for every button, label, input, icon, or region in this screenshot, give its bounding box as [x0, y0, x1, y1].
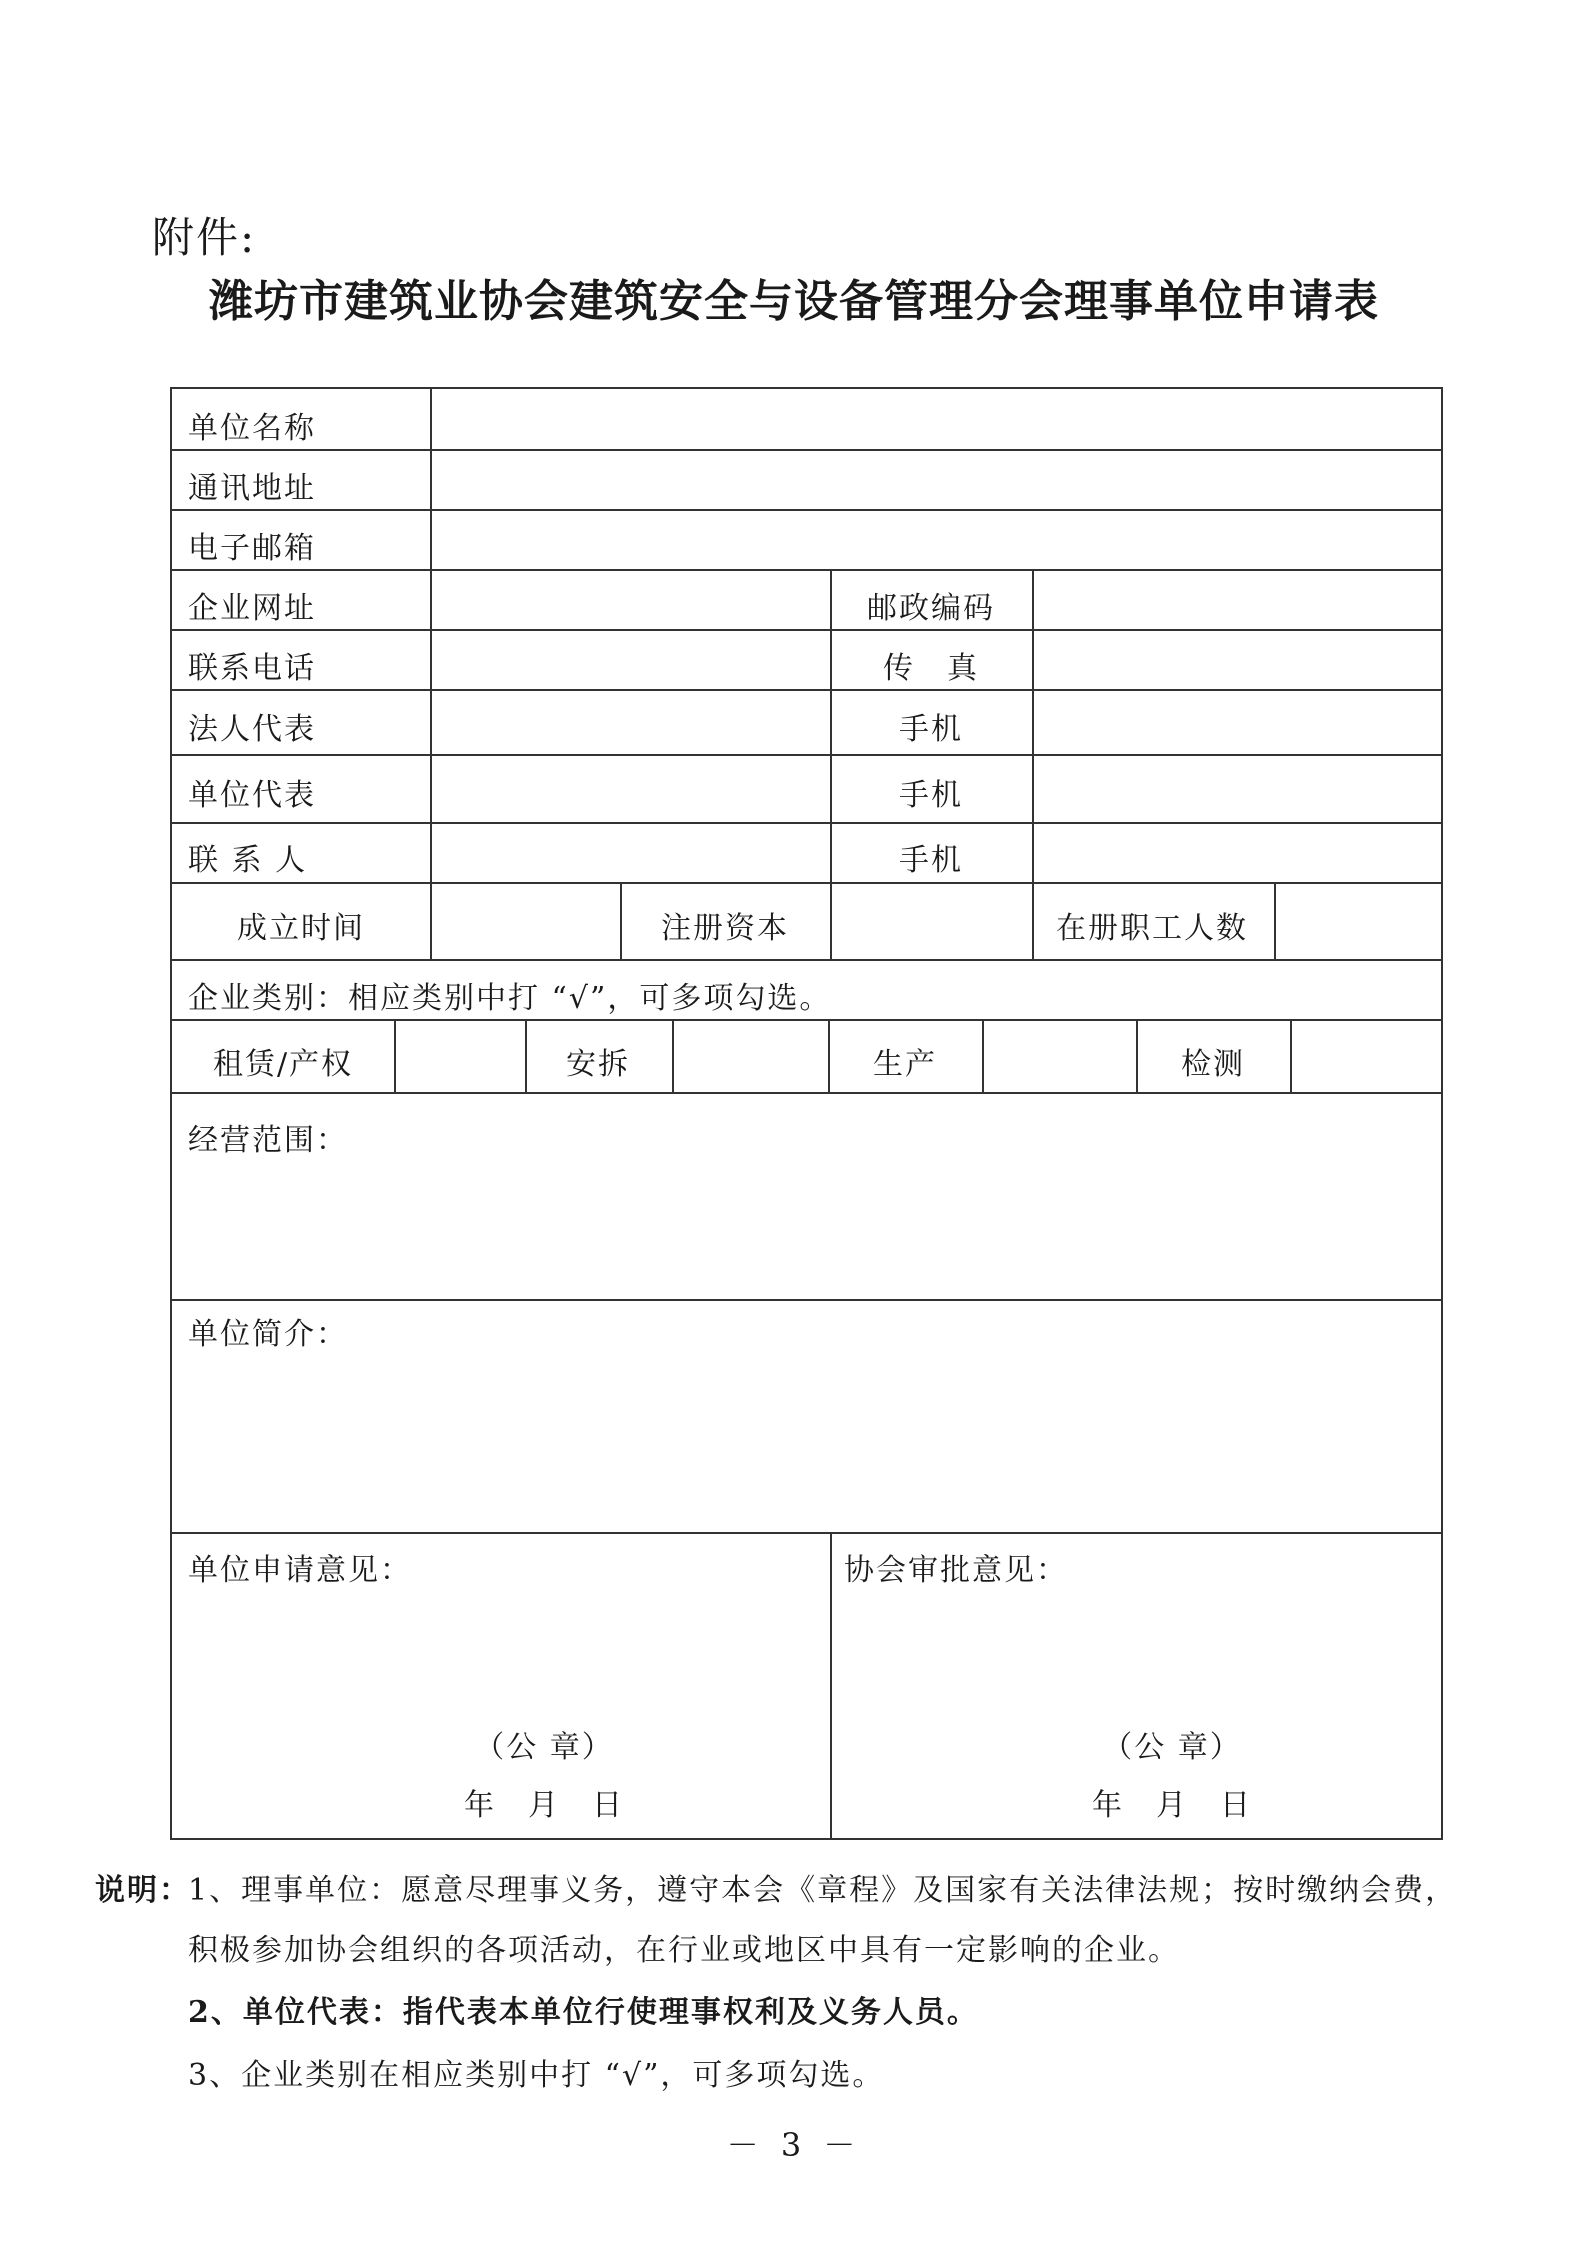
legal-rep-field[interactable]: [432, 691, 830, 754]
unit-mobile-field[interactable]: [1034, 756, 1443, 822]
website-field[interactable]: [432, 571, 830, 629]
category-rental: 租赁/产权: [212, 1047, 354, 1082]
note-3: 3、企业类别在相应类别中打 “√”，可多项勾选。: [188, 2058, 885, 2093]
production-checkbox[interactable]: [984, 1021, 1136, 1092]
phone-field[interactable]: [432, 631, 830, 689]
col-divider: [828, 1019, 830, 1092]
category-note: 企业类别：相应类别中打 “√”，可多项勾选。: [188, 981, 832, 1016]
label-legal-rep: 法人代表: [188, 712, 316, 747]
label-mobile-legal: 手机: [899, 712, 963, 747]
scope-field[interactable]: [174, 1159, 1443, 1299]
note-2: 2、单位代表：指代表本单位行使理事权利及义务人员。: [188, 1995, 979, 2030]
intro-field[interactable]: [174, 1354, 1443, 1532]
seal-association: （公 章）: [1102, 1730, 1242, 1765]
col-divider: [525, 1019, 527, 1092]
row-divider: [172, 1532, 1443, 1534]
employees-field[interactable]: [1276, 884, 1443, 959]
note-1-line-1: 1、理事单位：愿意尽理事义务，遵守本会《章程》及国家有关法律法规；按时缴纳会费，: [188, 1873, 1458, 1908]
category-testing: 检测: [1181, 1047, 1245, 1082]
legal-mobile-field[interactable]: [1034, 691, 1443, 754]
label-intro: 单位简介：: [188, 1317, 348, 1352]
label-fax: 传 真: [883, 651, 979, 686]
fax-field[interactable]: [1034, 631, 1443, 689]
contact-mobile-field[interactable]: [1034, 824, 1443, 882]
label-phone: 联系电话: [188, 651, 316, 686]
page-number: － 3 －: [726, 2126, 862, 2164]
label-website: 企业网址: [188, 591, 316, 626]
date-association: 年 月 日: [1092, 1788, 1252, 1823]
label-mobile-contact: 手机: [899, 843, 963, 878]
row-divider: [172, 882, 1443, 884]
label-unit-rep: 单位代表: [188, 778, 316, 813]
seal-unit: （公 章）: [474, 1730, 614, 1765]
postcode-field[interactable]: [1034, 571, 1443, 629]
note-1-line-2: 积极参加协会组织的各项活动，在行业或地区中具有一定影响的企业。: [188, 1933, 1180, 1968]
rental-checkbox[interactable]: [396, 1021, 525, 1092]
unit-name-field[interactable]: [432, 391, 1443, 449]
label-contact: 联 系 人: [188, 843, 308, 878]
contact-field[interactable]: [432, 824, 830, 882]
notes-label: 说明：: [95, 1873, 191, 1908]
unit-opinion-field[interactable]: [174, 1589, 830, 1719]
unit-rep-field[interactable]: [432, 756, 830, 822]
founded-field[interactable]: [432, 884, 620, 959]
label-postcode: 邮政编码: [867, 591, 995, 626]
email-field[interactable]: [432, 511, 1443, 569]
row-divider: [172, 1299, 1443, 1301]
address-field[interactable]: [432, 451, 1443, 509]
attachment-label: 附件:: [152, 213, 257, 262]
col-divider: [620, 882, 622, 959]
category-production: 生产: [873, 1047, 937, 1082]
label-unit-opinion: 单位申请意见：: [188, 1553, 412, 1588]
col-divider: [1136, 1019, 1138, 1092]
label-scope: 经营范围：: [188, 1123, 348, 1158]
label-email: 电子邮箱: [188, 531, 316, 566]
label-capital: 注册资本: [661, 911, 789, 946]
capital-field[interactable]: [832, 884, 1032, 959]
form-title: 潍坊市建筑业协会建筑安全与设备管理分会理事单位申请表: [209, 276, 1379, 327]
label-mobile-unit: 手机: [899, 778, 963, 813]
label-unit-name: 单位名称: [188, 411, 316, 446]
label-assoc-opinion: 协会审批意见：: [844, 1553, 1068, 1588]
category-install: 安拆: [566, 1047, 630, 1082]
date-unit: 年 月 日: [464, 1788, 624, 1823]
assoc-opinion-field[interactable]: [832, 1589, 1443, 1719]
label-founded: 成立时间: [237, 911, 365, 946]
testing-checkbox[interactable]: [1292, 1021, 1443, 1092]
label-employees: 在册职工人数: [1056, 911, 1248, 946]
install-checkbox[interactable]: [674, 1021, 828, 1092]
row-divider: [172, 1092, 1443, 1094]
row-divider: [172, 959, 1443, 961]
application-form: [170, 387, 1443, 1840]
label-address: 通讯地址: [188, 471, 316, 506]
